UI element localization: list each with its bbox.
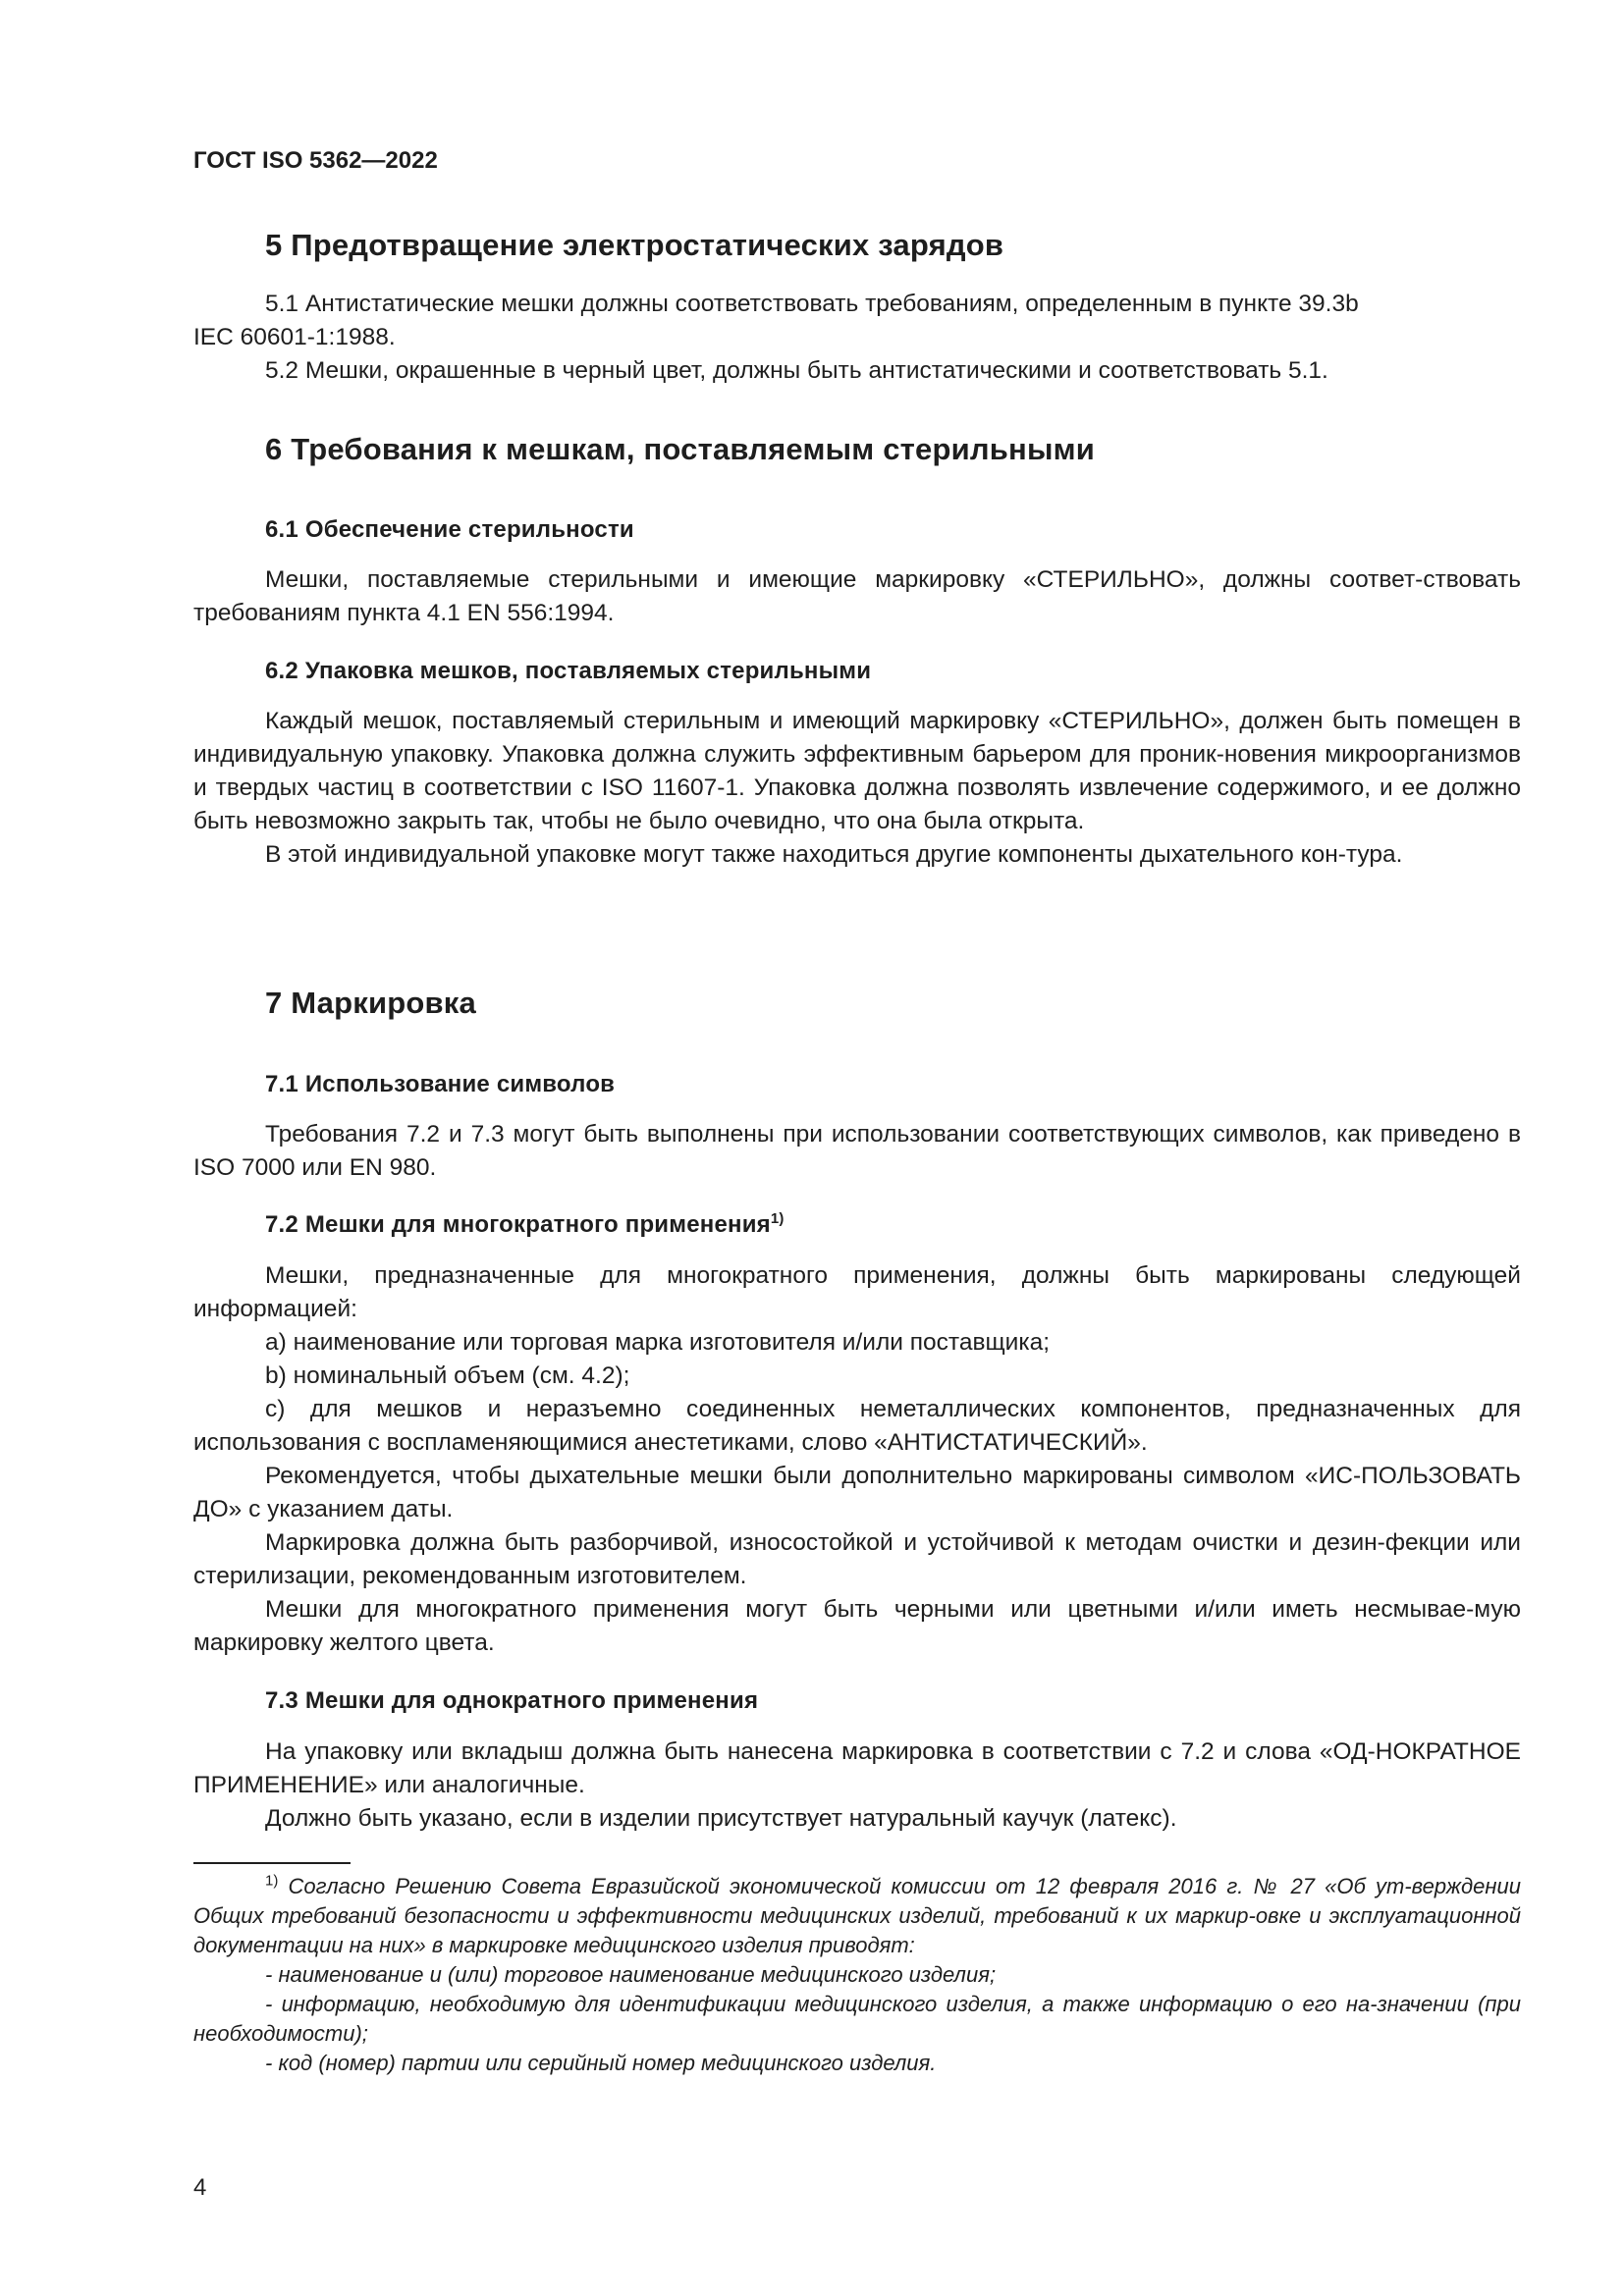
section-6-1-body — [193, 563, 1521, 630]
footnote-item-2: - информацию, необходимую для идентификации медицинского изделия, а также информацию о его на-значении (при необходимости); — [193, 1992, 1521, 2046]
footnote-number: 1) — [265, 1872, 279, 1890]
footnote-text: Согласно Решению Совета Евразийской экономической комиссии от 12 февраля 2016 г. № 27 «Об ут-верждении Общих требований безопасности и эффективности медицинских изделий, требований к их маркир-овке и эксплуатационной документации на них» в маркировке медицинского изделия приводят: — [193, 1874, 1521, 1957]
section-5-heading: 5 Предотвращение электростатических зарядов — [265, 228, 1004, 262]
footnote-item-1: - наименование и (или) торговое наименование медицинского изделия; — [265, 1962, 997, 1987]
paragraph-5-1-line2: IEC 60601-1:1988. — [193, 324, 396, 350]
section-5-body — [193, 288, 1521, 388]
paragraph-6-1: Мешки, поставляемые стерильными и имеющие маркировку «СТЕРИЛЬНО», должны соответ-ствовать требованиям пункта 4.1 EN 556:1994. — [193, 566, 1521, 626]
list-item-a: a) наименование или торговая марка изготовителя и/или поставщика; — [265, 1329, 1051, 1356]
section-7-1-heading: 7.1 Использование символов — [265, 1071, 616, 1097]
footnote-ref: 1) — [770, 1210, 785, 1227]
paragraph-7-2-marking: Маркировка должна быть разборчивой, износостойкой и устойчивой к методам очистки и дезин-фекции или стерилизации, рекомендованным изготовителем. — [193, 1529, 1521, 1589]
paragraph-7-3-b: Должно быть указано, если в изделии присутствует натуральный каучук (латекс). — [265, 1805, 1177, 1832]
paragraph-6-2-b: В этой индивидуальной упаковке могут также находиться другие компоненты дыхательного кон-тура. — [265, 841, 1403, 868]
document-id: ГОСТ ISO 5362—2022 — [193, 147, 438, 174]
section-7-3-body — [193, 1735, 1521, 1836]
section-6-1-heading: 6.1 Обеспечение стерильности — [265, 516, 634, 543]
section-6-2-heading: 6.2 Упаковка мешков, поставляемых стерильными — [265, 658, 872, 684]
section-7-heading: 7 Маркировка — [265, 986, 476, 1020]
section-6-2-body — [193, 705, 1521, 872]
section-7-2-body — [193, 1259, 1521, 1660]
section-7-1-body — [193, 1118, 1521, 1185]
paragraph-5-2: 5.2 Мешки, окрашенные в черный цвет, должны быть антистатическими и соответствовать 5.1. — [265, 357, 1328, 384]
paragraph-7-2-intro: Мешки, предназначенные для многократного применения, должны быть маркированы следующей информацией: — [193, 1262, 1521, 1322]
page-number: 4 — [193, 2174, 207, 2201]
footnote-item-3: - код (номер) партии или серийный номер медицинского изделия. — [265, 2051, 937, 2075]
section-7-2-title: 7.2 Мешки для многократного применения — [265, 1211, 771, 1238]
footnote-separator — [193, 1862, 351, 1864]
list-item-c: c) для мешков и неразъемно соединенных неметаллических компонентов, предназначенных для использования с воспламеняющимися анестетиками, слово «АНТИСТАТИЧЕСКИЙ». — [193, 1396, 1521, 1456]
list-item-b: b) номинальный объем (см. 4.2); — [265, 1362, 630, 1389]
footnote — [193, 1872, 1521, 2078]
section-6-heading: 6 Требования к мешкам, поставляемым стерильными — [265, 432, 1096, 466]
section-7-3-heading: 7.3 Мешки для однократного применения — [265, 1687, 759, 1714]
paragraph-5-1-line1: 5.1 Антистатические мешки должны соответствовать требованиям, определенным в пункте 39.3b — [265, 291, 1359, 317]
section-7-2-heading — [265, 1211, 785, 1239]
paragraph-7-2-recommend: Рекомендуется, чтобы дыхательные мешки были дополнительно маркированы символом «ИС-ПОЛЬЗОВАТЬ ДО» с указанием даты. — [193, 1463, 1521, 1522]
paragraph-7-3-a: На упаковку или вкладыш должна быть нанесена маркировка в соответствии с 7.2 и слова «ОД-НОКРАТНОЕ ПРИМЕНЕНИЕ» или аналогичные. — [193, 1738, 1521, 1798]
footnote-main — [193, 1872, 1521, 1960]
paragraph-7-1: Требования 7.2 и 7.3 могут быть выполнены при использовании соответствующих символов, как приведено в ISO 7000 или EN 980. — [193, 1121, 1521, 1181]
paragraph-6-2-a: Каждый мешок, поставляемый стерильным и имеющий маркировку «СТЕРИЛЬНО», должен быть помещен в индивидуальную упаковку. Упаковка должна служить эффективным барьером для проник-новения микроорганизмов и твердых частиц в соответствии с ISO 11607-1. Упаковка должна позволять извлечение содержимого, и ее должно быть невозможно закрыть так, чтобы не было очевидно, что она была открыта. — [193, 708, 1521, 834]
paragraph-7-2-color: Мешки для многократного применения могут быть черными или цветными и/или иметь несмывае-мую маркировку желтого цвета. — [193, 1596, 1521, 1656]
